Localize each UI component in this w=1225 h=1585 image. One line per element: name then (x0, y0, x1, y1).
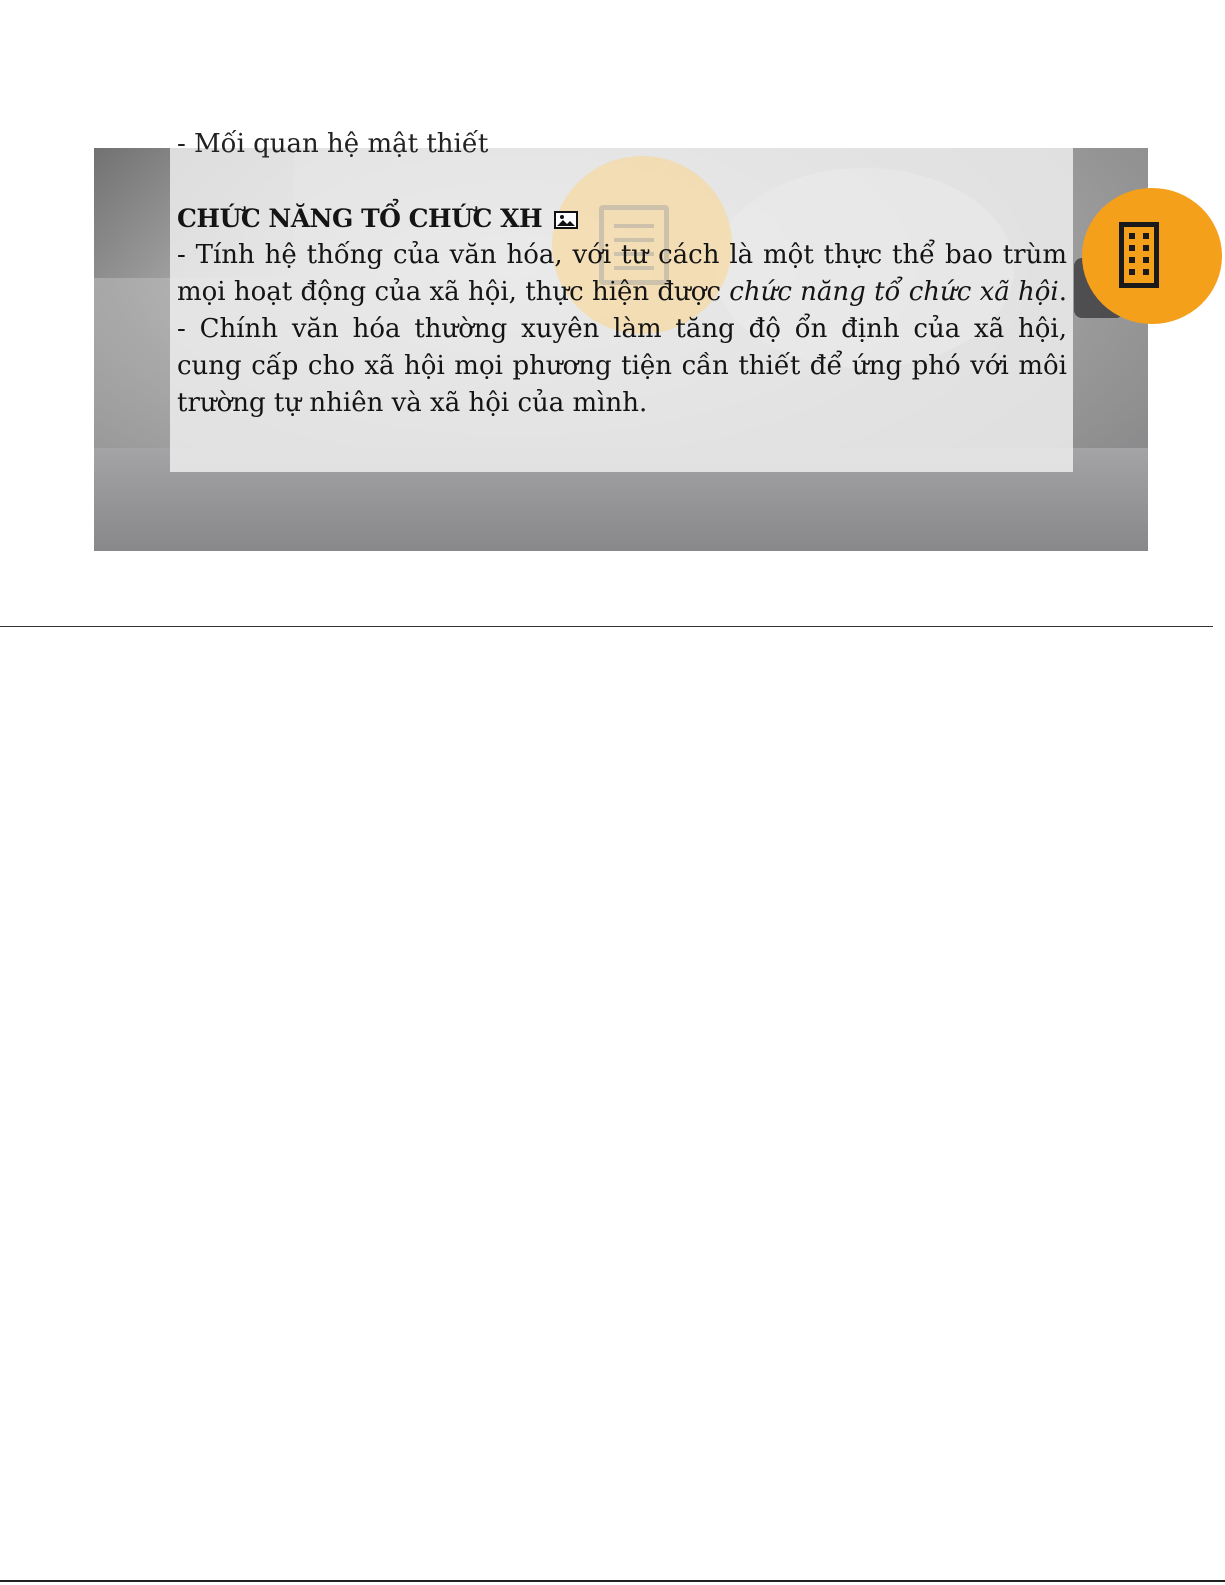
paragraph-text: - Tính hệ thống của văn hóa, với tư cách là một thực thể bao trùm mọi hoạt động của xã hội, thực hiện được (177, 240, 1067, 307)
heading-text: CHỨC NĂNG TỔ CHỨC XH (177, 204, 543, 233)
bottom-rule (0, 1580, 1225, 1582)
paragraph: - Chính văn hóa thường xuyên làm tăng độ ổn định của xã hội, cung cấp cho xã hội mọi phương tiện cần thiết để ứng phó với môi trường tự nhiên và xã hội của mình. (177, 314, 1067, 418)
paragraph-text: . (1058, 277, 1067, 307)
page-divider (0, 626, 1213, 627)
clipped-bullet: - Mối quan hệ mật thiết (177, 129, 489, 159)
paragraph (177, 237, 1067, 311)
emphasis-text: chức năng tổ chức xã hội (729, 277, 1059, 307)
section-heading (177, 200, 578, 237)
building-icon (1119, 222, 1159, 288)
slide-image (94, 129, 1148, 551)
body-text (177, 237, 1067, 422)
image-icon (554, 211, 578, 229)
